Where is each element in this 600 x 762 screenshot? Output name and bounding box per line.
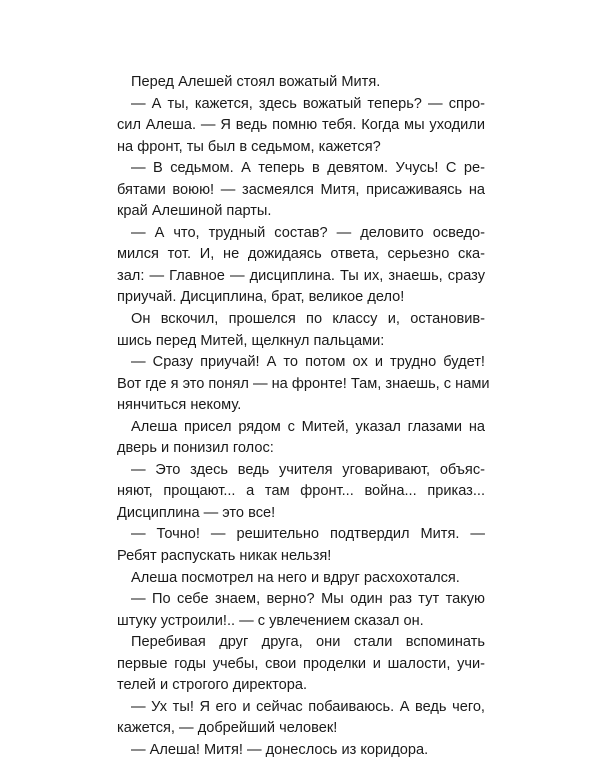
text-line: — В седьмом. А теперь в девятом. Учусь! С ре-	[131, 160, 485, 177]
text-line: приучай. Дисциплина, брат, великое дело!	[117, 289, 405, 306]
text-line: кажется, — добрейший человек!	[117, 720, 338, 737]
text-line: — Алеша! Митя! — донеслось из коридора.	[131, 741, 429, 758]
text-line: бятами воюю! — засмеялся Митя, присаживаясь на	[117, 181, 485, 198]
text-line: — Точно! — решительно подтвердил Митя. —	[131, 526, 485, 543]
text-line: шись перед Митей, щелкнул пальцами:	[117, 332, 385, 349]
text-line: Он вскочил, прошелся по классу и, остановив-	[131, 311, 485, 328]
text-line: Ребят распускать никак нельзя!	[117, 548, 332, 565]
text-line: штуку устроили!.. — с увлечением сказал он.	[117, 612, 424, 629]
text-line: Дисциплина — это все!	[117, 504, 276, 521]
text-line: зал: — Главное — дисциплина. Ты их, знаешь, сразу	[117, 267, 485, 284]
text-line: — А что, трудный состав? — деловито осведо-	[131, 224, 485, 241]
text-line: — Это здесь ведь учителя уговаривают, объяс-	[131, 461, 485, 478]
text-line: мился тот. И, не дожидаясь ответа, серьезно ска-	[117, 246, 485, 263]
text-line: — Ух ты! Я его и сейчас побаиваюсь. А ведь чего,	[131, 698, 485, 715]
text-line: на фронт, ты был в седьмом, кажется?	[117, 138, 381, 155]
text-line: — А ты, кажется, здесь вожатый теперь? — спро-	[131, 95, 485, 112]
text-line: Алеша посмотрел на него и вдруг расхохотался.	[131, 569, 460, 586]
text-line: нянчиться некому.	[117, 397, 242, 414]
text-line: Алеша присел рядом с Митей, указал глазами на	[131, 418, 485, 435]
text-line: телей и строгого директора.	[117, 677, 308, 694]
text-line: первые годы учебы, свои проделки и шалости, учи-	[117, 655, 485, 672]
text-line: Перебивая друг друга, они стали вспоминать	[131, 634, 485, 651]
text-line: — Сразу приучай! А то потом ох и трудно будет!	[131, 354, 485, 371]
text-line: край Алешиной парты.	[117, 203, 272, 220]
text-line: сил Алеша. — Я ведь помню тебя. Когда мы уходили	[117, 117, 485, 134]
body-text	[117, 72, 490, 762]
text-line: няют, прощают... а там фронт... война... приказ...	[117, 483, 485, 500]
text-line: дверь и понизил голос:	[117, 440, 274, 457]
text-line: — По себе знаем, верно? Мы один раз тут такую	[131, 591, 485, 608]
text-line: Перед Алешей стоял вожатый Митя.	[131, 74, 381, 90]
text-line: Вот где я это понял — на фронте! Там, знаешь, с нами	[117, 375, 490, 392]
